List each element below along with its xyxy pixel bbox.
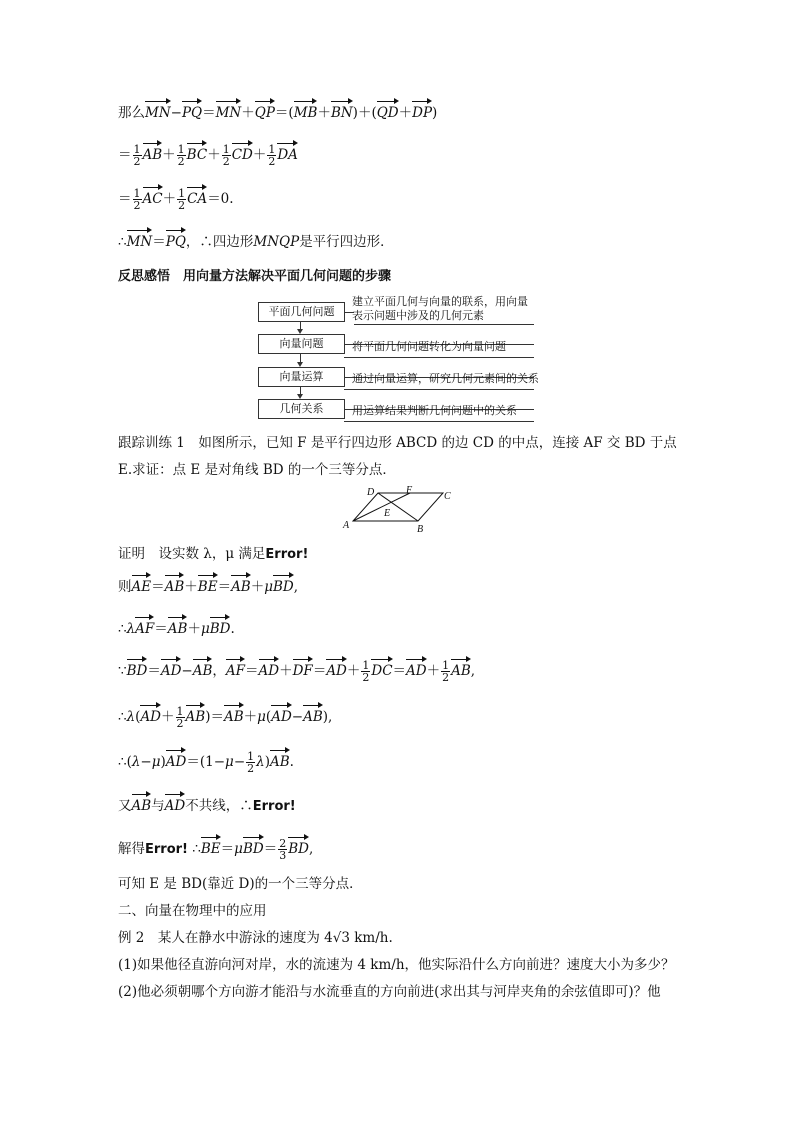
proof-intro: 证明 设实数 λ，μ 满足 (118, 546, 266, 562)
proof-line-6: ∴(λ−μ)AD＝(1−μ− $\frac{1}{2}$ λ)AB. (118, 750, 294, 775)
flow-desc-2: 将平面几何问题转化为向量问题 (352, 340, 506, 353)
flow-desc-3: 通过向量运算，研究几何元素间的关系 (352, 372, 539, 385)
arrow-down-icon (297, 362, 303, 367)
proof-line-1 (118, 545, 308, 564)
label-c: C (444, 491, 451, 502)
proof-line-5: ∴λ(AD＋ $\frac{1}{2}$ AB)＝AB＋μ(AD−AB), (118, 705, 333, 730)
error-marker: Error! (252, 799, 296, 814)
arrow-down-icon (297, 329, 303, 334)
conclusion-line: ∴MN＝PQ，∴四边形MNQP是平行四边形． (118, 234, 394, 250)
exercise-line-2: E.求证：点 E 是对角线 BD 的一个三等分点． (118, 462, 396, 478)
error-marker: Error! (265, 547, 309, 562)
segment-af (353, 493, 410, 521)
proof-conclusion: 可知 E 是 BD(靠近 D)的一个三等分点． (118, 876, 363, 892)
example-2: 例 2 某人在静水中游泳的速度为 4√3 km/h. (118, 930, 393, 946)
arrow-down-icon (297, 394, 303, 399)
flow-step-4: 几何关系 (258, 399, 345, 419)
proof-line-4: ∵BD＝AD−AB，AF＝AD＋DF＝AD＋ $\frac{1}{2}$ DC＝AD＋ $\frac{1}{2}$ AB, (118, 659, 476, 684)
label-f: F (406, 485, 413, 496)
solve-prefix: 解得 (118, 841, 145, 857)
flow-divider (344, 389, 534, 390)
label-a: A (343, 520, 350, 531)
question-2: (2)他必须朝哪个方向游才能沿与水流垂直的方向前进(求出其与河岸夹角的余弦值即可)？他 (118, 984, 661, 1000)
flow-step-2: 向量问题 (258, 334, 345, 354)
exercise-line-1: 跟踪训练 1 如图所示，已知 F 是平行四边形 ABCD 的边 CD 的中点，连接 AF 交 BD 于点 (118, 435, 677, 451)
flow-desc-1b: 表示问题中涉及的几何元素 (352, 309, 484, 322)
flow-divider (344, 421, 534, 422)
flow-divider (354, 324, 534, 325)
flow-divider (344, 357, 534, 358)
parallelogram-figure (340, 484, 460, 532)
flow-desc-1a: 建立平面几何与向量的联系，用向量 (352, 295, 528, 308)
section-title: 二、向量在物理中的应用 (118, 903, 267, 919)
flow-desc-4: 用运算结果判断几何问题中的关系 (352, 404, 517, 417)
label-e: E (384, 508, 391, 519)
proof-line-7: 又AB与AD不共线，∴Error! (118, 798, 296, 814)
proof-line-2: 则AE＝AB＋BE＝AB＋μBD, (118, 579, 299, 595)
equation-line-3: ＝ $\frac{1}{2}$ AC＋ $\frac{1}{2}$ CA＝0. (118, 187, 234, 212)
reflection-heading: 反思感悟 用向量方法解决平面几何问题的步骤 (118, 269, 392, 284)
label-d: D (367, 487, 375, 498)
equation-line-1: 那么MN−PQ＝MN＋QP＝(MB＋BN)＋(QD＋DP) (118, 105, 438, 121)
label-b: B (417, 524, 424, 532)
flow-step-3: 向量运算 (258, 367, 345, 387)
question-1: (1)如果他径直游向河对岸，水的流速为 4 km/h，他实际沿什么方向前进？速度大小为多少？ (118, 957, 675, 973)
flow-step-1: 平面几何问题 (258, 302, 345, 322)
proof-line-3: ∴λAF＝AB＋μBD. (118, 621, 235, 637)
error-marker: Error! (145, 842, 188, 857)
equation-line-2: ＝ $\frac{1}{2}$ AB＋ $\frac{1}{2}$ BC＋ $\frac{1}{2}$ CD＋ $\frac{1}{2}$ DA (118, 143, 298, 168)
proof-line-8: 解得Error! ∴BE＝μBD＝ $\frac{2}{3}$ BD, (118, 837, 314, 862)
